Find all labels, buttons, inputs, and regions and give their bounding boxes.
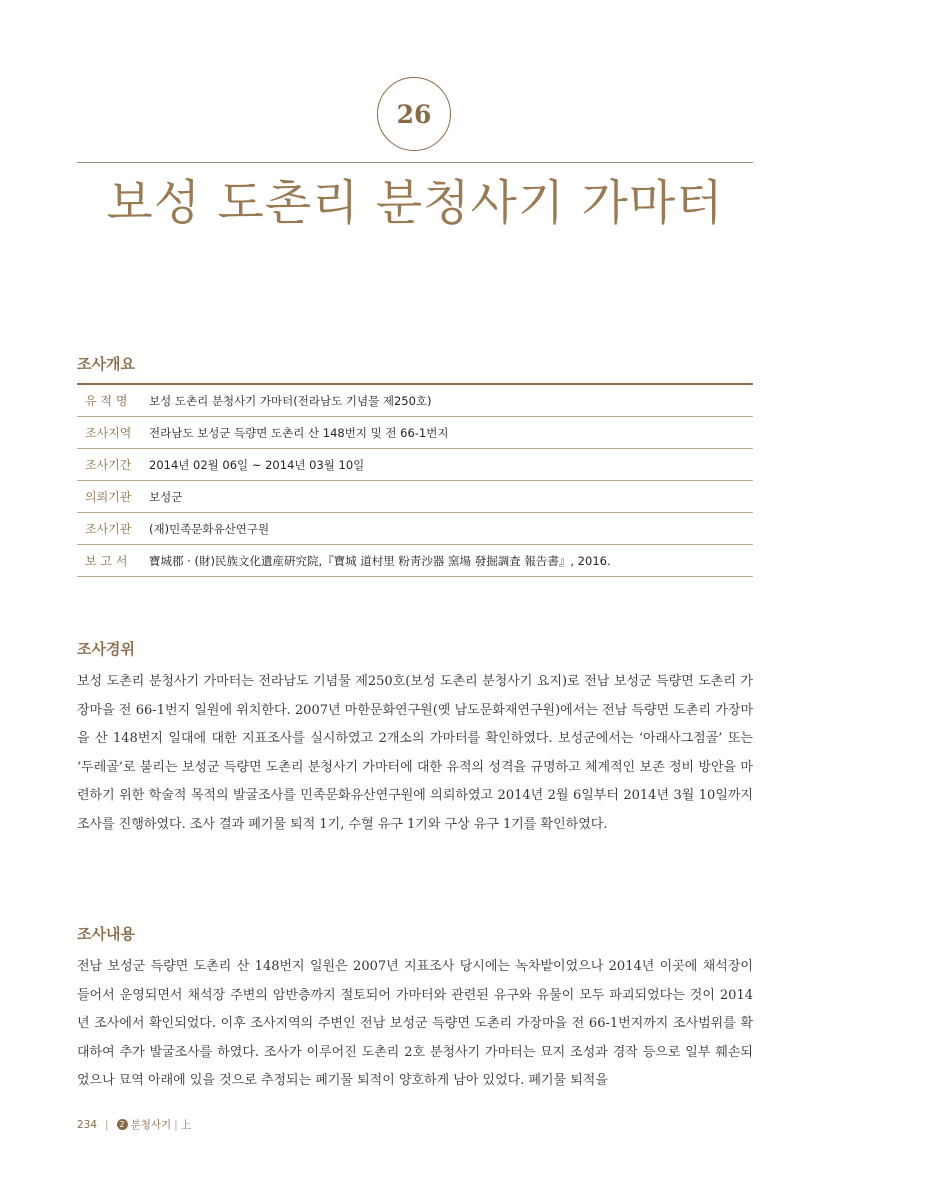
row-label: 의뢰기관 (77, 481, 149, 513)
table-row (77, 545, 753, 577)
row-label: 조사기관 (77, 513, 149, 545)
table-row (77, 417, 753, 449)
overview-table (77, 383, 753, 577)
row-value: 전라남도 보성군 득량면 도촌리 산 148번지 및 전 66-1번지 (149, 417, 753, 449)
row-label: 조사지역 (77, 417, 149, 449)
page-footer (77, 1117, 191, 1132)
background-paragraph: 보성 도촌리 분청사기 가마터는 전라남도 기념물 제250호(보성 도촌리 분청사기 요지)로 전남 보성군 득량면 도촌리 가장마을 전 66-1번지 일원에 위치한다. 2007년 마한문화연구원(옛 남도문화재연구원)에서는 전남 득량면 도촌리 가장마을 산 148번지 일대에 대한 지표조사를 실시하였고 2개소의 가마터를 확인하였다. 보성군에서는 ‘아래사그점골’ 또는 ‘두레골’로 불리는 보성군 득량면 도촌리 분청사기 가마터에 대한 유적의 성격을 규명하고 체계적인 보존 정비 방안을 마련하기 위한 학술적 목적의 발굴조사를 민족문화유산연구원에 의뢰하였고 2014년 2월 6일부터 2014년 3월 10일까지 조사를 진행하였다. 조사 결과 폐기물 퇴적 1기, 수혈 유구 1기와 구상 유구 1기를 확인하였다. (77, 674, 753, 832)
footer-section: 분청사기 (130, 1119, 172, 1131)
row-label: 조사기간 (77, 449, 149, 481)
page-title: 보성 도촌리 분청사기 가마터 (106, 175, 724, 231)
row-value: 보성군 (149, 481, 753, 513)
row-value: (재)민족문화유산연구원 (149, 513, 753, 545)
content-heading: 조사내용 (77, 925, 135, 943)
background-heading: 조사경위 (77, 640, 135, 658)
row-value: 보성 도촌리 분청사기 가마터(전라남도 기념물 제250호) (149, 384, 753, 417)
content-paragraph: 전남 보성군 득량면 도촌리 산 148번지 일원은 2007년 지표조사 당시에는 녹차밭이었으나 2014년 이곳에 채석장이 들어서 운영되면서 채석장 주변의 암반층까지 절토되어 가마터와 관련된 유구와 유물이 모두 파괴되었다는 것이 2014년 조사에서 확인되었다. 이후 조사지역의 주변인 전남 보성군 득량면 도촌리 가장마을 전 66-1번지까지 조사범위를 확대하여 추가 발굴조사를 하였다. 조사가 이루어진 도촌리 2호 분청사기 가마터는 묘지 조성과 경작 등으로 일부 훼손되었으나 묘역 아래에 있을 것으로 추정되는 폐기물 퇴적이 양호하게 남아 있었다. 폐기물 퇴적을 (77, 959, 753, 1088)
row-value: 寶城郡 · (財)民族文化遺産硏究院,『寶城 道村里 粉靑沙器 窯場 發掘調査 報告書』, 2016. (149, 545, 753, 577)
row-label: 보 고 서 (77, 545, 149, 577)
table-row (77, 449, 753, 481)
page-number: 234 (77, 1118, 98, 1131)
row-label: 유 적 명 (77, 384, 149, 417)
table-row (77, 384, 753, 417)
title-divider (77, 162, 753, 163)
row-value: 2014년 02월 06일 ~ 2014년 03월 10일 (149, 449, 753, 481)
chapter-badge: 2 (117, 1119, 128, 1130)
overview-heading: 조사개요 (77, 355, 135, 373)
chapter-number-badge: 26 (377, 77, 451, 151)
footer-separator: | (105, 1118, 109, 1131)
footer-separator: | (174, 1118, 178, 1131)
table-row (77, 481, 753, 513)
footer-volume: 上 (180, 1119, 192, 1131)
table-row (77, 513, 753, 545)
